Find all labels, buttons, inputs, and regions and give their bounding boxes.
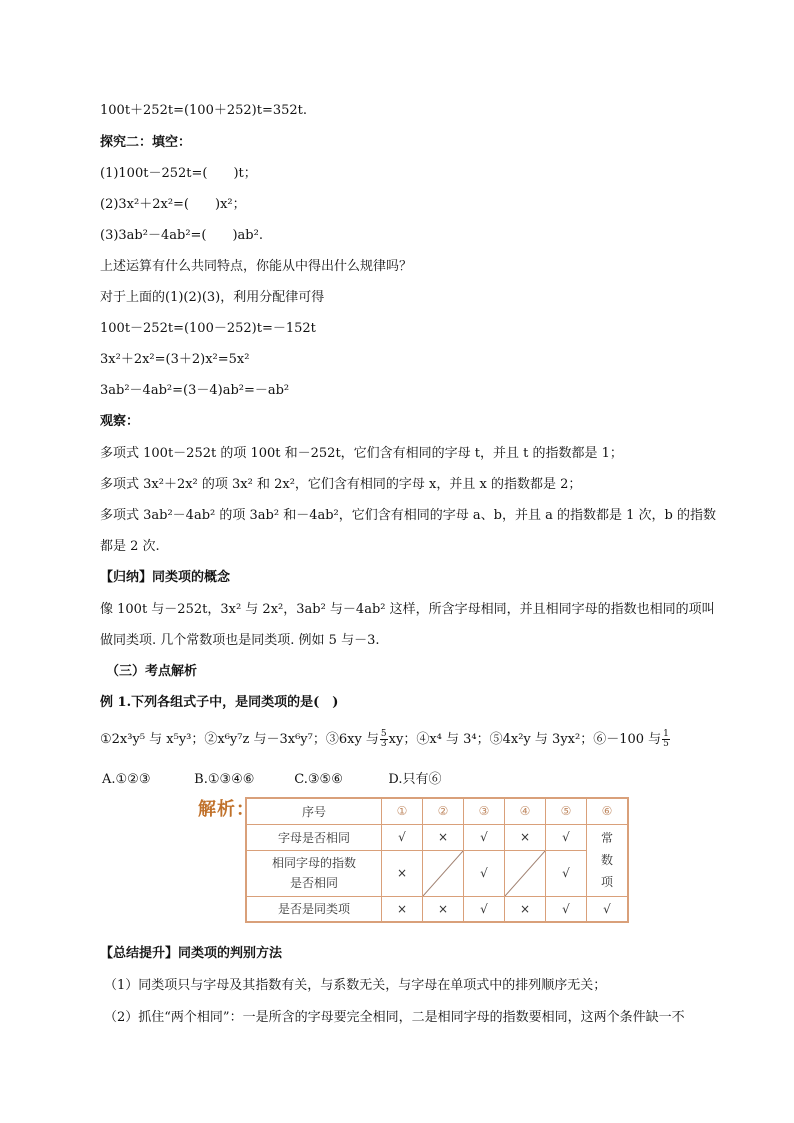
line-1: 100t＋252t=(100＋252)t=352t. xyxy=(100,103,308,118)
fraction-1-5 xyxy=(662,730,670,749)
fraction-denominator: 5 xyxy=(663,739,669,749)
options-part-b: xy；④x⁴ 与 3⁴；⑤4x²y 与 3yx²；⑥－100 与 xyxy=(388,732,662,747)
choice-d: D.只有⑥ xyxy=(388,772,442,787)
not-applicable-cell xyxy=(505,850,546,896)
equation-3: 3ab²－4ab²=(3－4)ab²=－ab² xyxy=(100,383,290,398)
table-cell: × xyxy=(382,896,423,922)
observe-3-cont: 都是 2 次. xyxy=(100,539,160,554)
heading-conclusion: 【总结提升】同类项的判别方法 xyxy=(100,946,283,961)
table-header-cell: 序号 xyxy=(246,798,382,824)
diagonal-slash-icon xyxy=(505,851,545,896)
table-cell: √ xyxy=(464,824,505,850)
observe-2: 多项式 3x²＋2x² 的项 3x² 和 2x²，它们含有相同的字母 x，并且 x 的指数都是 2； xyxy=(100,477,582,492)
heading-summary: 【归纳】同类项的概念 xyxy=(100,570,231,585)
fraction-5-3 xyxy=(380,730,388,749)
table-header-cell: ② xyxy=(423,798,464,824)
row-label-line-1: 相同字母的指数 xyxy=(271,856,356,870)
table-cell: √ xyxy=(546,850,587,896)
table-cell: 字母是否相同 xyxy=(246,824,382,850)
table-cell: × xyxy=(505,896,546,922)
analysis-label: 解析： xyxy=(198,799,255,820)
example-1-question: 例 1.下列各组式子中，是同类项的是( ) xyxy=(100,695,339,710)
equation-2: 3x²＋2x²=(3＋2)x²=5x² xyxy=(100,352,250,367)
fraction-numerator: 5 xyxy=(380,729,387,739)
table-header-cell: ⑥ xyxy=(587,798,629,824)
diagonal-slash-icon xyxy=(423,851,463,896)
table-cell: × xyxy=(423,824,464,850)
fill-blank-2: (2)3x²＋2x²=( )x²； xyxy=(100,197,246,212)
conclusion-1: （1）同类项只与字母及其指数有关，与系数无关，与字母在单项式中的排列顺序无关； xyxy=(104,978,607,993)
table-row xyxy=(246,850,628,896)
fill-blank-3: (3)3ab²－4ab²=( )ab². xyxy=(100,228,263,243)
table-cell: √ xyxy=(546,896,587,922)
observe-3: 多项式 3ab²－4ab² 的项 3ab² 和－4ab²，它们含有相同的字母 a、b，并且 a 的指数都是 1 次，b 的指数 xyxy=(100,508,716,523)
choice-a: A.①②③ xyxy=(102,772,151,787)
not-applicable-cell xyxy=(423,850,464,896)
table-cell: × xyxy=(382,850,423,896)
table-cell: √ xyxy=(382,824,423,850)
fraction-denominator: 3 xyxy=(380,739,387,749)
table-header-cell: ③ xyxy=(464,798,505,824)
constant-term-cell xyxy=(587,824,629,896)
equation-1: 100t－252t=(100－252)t=－152t xyxy=(100,321,316,336)
table-cell: √ xyxy=(546,824,587,850)
observe-1: 多项式 100t－252t 的项 100t 和－252t，它们含有相同的字母 t，并且 t 的指数都是 1； xyxy=(100,446,623,461)
table-cell: 是否是同类项 xyxy=(246,896,382,922)
distributive-intro: 对于上面的(1)(2)(3)，利用分配律可得 xyxy=(100,290,325,305)
fill-blank-1: (1)100t－252t=( )t； xyxy=(100,166,257,181)
heading-observe: 观察： xyxy=(100,414,140,429)
table-header-cell: ④ xyxy=(505,798,546,824)
options-part-a: ①2x³y⁵ 与 x⁵y³；②x⁶y⁷z 与－3x⁶y⁷；③6xy 与 xyxy=(100,732,379,747)
example-1-options xyxy=(100,730,671,749)
answer-choices xyxy=(102,768,442,787)
table-cell: × xyxy=(423,896,464,922)
choice-b: B.①③④⑥ xyxy=(194,772,255,787)
conclusion-2: （2）抓住“两个相同”：一是所含的字母要完全相同，二是相同字母的指数要相同，这两个条件缺一不 xyxy=(104,1010,685,1025)
table-cell: √ xyxy=(587,896,629,922)
table-cell: × xyxy=(505,824,546,850)
table-cell: √ xyxy=(464,850,505,896)
table-row xyxy=(246,896,628,922)
table-row xyxy=(246,798,628,824)
table-cell: √ xyxy=(464,896,505,922)
question-line: 上述运算有什么共同特点，你能从中得出什么规律吗？ xyxy=(100,259,413,274)
table-row xyxy=(246,824,628,850)
table-cell xyxy=(246,850,382,896)
analysis-table xyxy=(245,797,629,923)
fraction-numerator: 1 xyxy=(663,729,669,739)
definition-1: 像 100t 与－252t，3x² 与 2x²，3ab² 与－4ab² 这样，所含字母相同，并且相同字母的指数也相同的项叫 xyxy=(100,602,715,617)
heading-explore-2: 探究二：填空： xyxy=(100,135,192,150)
heading-analysis: （三）考点解析 xyxy=(106,664,198,679)
constant-term-label: 常数项 xyxy=(600,831,613,889)
table-header-cell: ① xyxy=(382,798,423,824)
row-label-line-2: 是否相同 xyxy=(289,876,338,890)
table-header-cell: ⑤ xyxy=(546,798,587,824)
choice-c: C.③⑤⑥ xyxy=(294,772,343,787)
definition-2: 做同类项. 几个常数项也是同类项. 例如 5 与－3. xyxy=(100,633,380,648)
